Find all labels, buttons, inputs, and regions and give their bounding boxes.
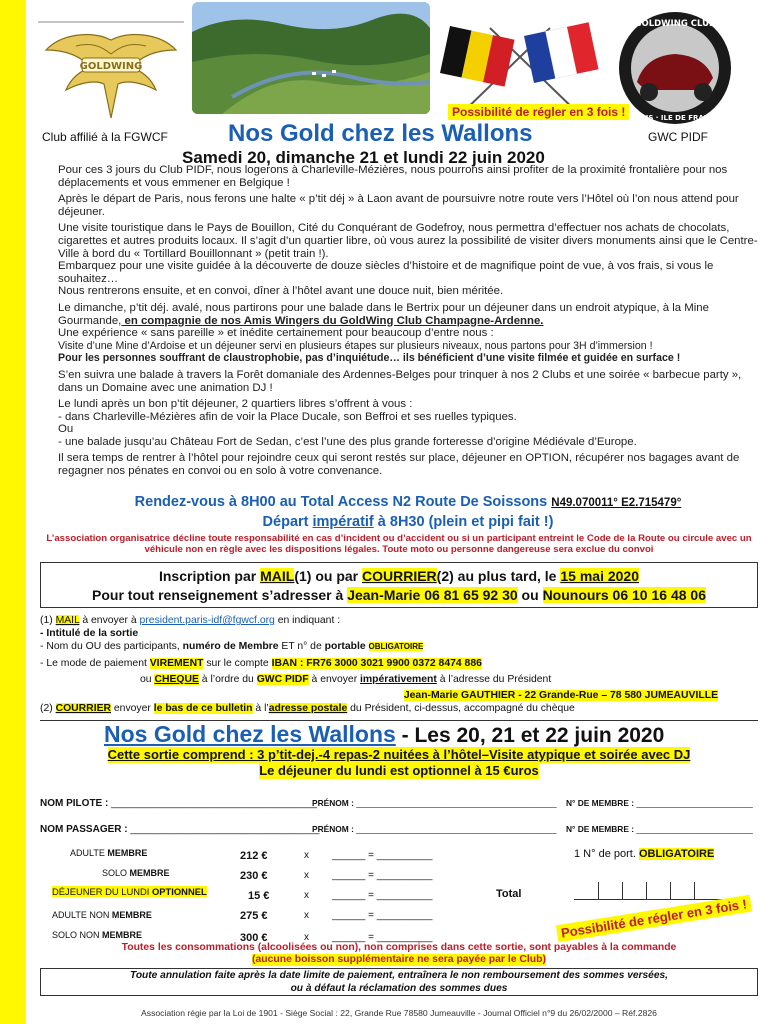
paragraph-monday: Le lundi après un bon p’tit déjeuner, 2 quartiers libres s’offrent à vous : - dans Charleville-Mézières afin de voir la Place Ducale, son Beffroi et ses ruelles typiques. Ou - une balade jusqu’au Château Fort de Sedan, c’est l’une des plus grande forteresse d’origine Médiévale d’Europe. xyxy=(58,398,637,448)
club-name: GWC PIDF xyxy=(648,130,708,144)
pay-in-3-badge-bottom: Possibilité de régler en 3 fois ! xyxy=(556,895,752,942)
pay-in-3-badge-top: Possibilité de régler en 3 fois ! xyxy=(448,104,629,120)
club-affiliation: Club affilié à la FGWCF xyxy=(42,130,168,144)
president-email-link[interactable]: president.paris-idf@fgwcf.org xyxy=(139,615,275,626)
landscape-photo xyxy=(192,2,430,114)
paragraph-departure: Après le départ de Paris, nous ferons une halte « p’tit déj » à Laon avant de poursuivre notre route vers l’Hôtel où l’on nous attend pour déjeuner. xyxy=(58,193,739,218)
included-summary: Cette sortie comprend : 3 p’tit-dej.-4 repas-2 nuitées à l’hôtel–Visite atypique et soirée avec DJ Le déjeuner du lundi est optionnel à 15 €uros xyxy=(107,747,691,778)
form-title: Nos Gold chez les Wallons - Les 20, 21 et 22 juin 2020 xyxy=(104,721,665,747)
svg-text:PARIS · ILE DE FRANCE: PARIS · ILE DE FRANCE xyxy=(630,114,720,122)
page-title: Nos Gold chez les Wallons xyxy=(228,120,533,147)
paragraph-return: Il sera temps de rentrer à l’hôtel pour rejoindre ceux qui seront restés sur place, déjeuner en OPTION, récupérer nos bagages avant de regagner nos pénates en convoi ou en solo à votre convenance. xyxy=(58,452,740,478)
paragraph-intro: Pour ces 3 jours du Club PIDF, nous logerons à Charleville-Mézières, nous pourrons ainsi profiter de la proximité frontalière pour nos déplacements et vous emmener en Belgique ! xyxy=(58,164,728,189)
legal-footer: Association régie par la Loi de 1901 - Siège Social : 22, Grande Rue 78580 Jumeauville - Journal Officiel n°9 du 26/02/2000 – Réf.2826 xyxy=(141,1008,657,1018)
paragraph-sunday: Le dimanche, p’tit déj. avalé, nous partirons pour une balade dans le Bertrix pour un déjeuner dans un endroit atypique, à la Mine Gourmande, en compagnie de nos Amis Wingers du GoldWing Club Champagne-Ardenne. Une expérience « sans pareille » et inédite certainement pour beaucoup d’entre nous : Visite d’une Mine d’Ardoise et un déjeuner servi en plusieurs étapes sur plusieurs niveaux, nous partons pour 3H d’immersion ! Pour les personnes souffrant de claustrophobie, pas d’inquiétude… ils bénéficient d’une visite filmée et guidée en surface ! xyxy=(58,301,709,365)
paragraph-forest: S’en suivra une balade à travers la Forêt domaniale des Ardennes-Belges pour trinquer à nos 2 Clubs et une soirée « barbecue party », dans un Domaine avec une animation DJ ! xyxy=(58,368,742,394)
yellow-side-bar xyxy=(0,0,26,1024)
drinks-notice: Toutes les consommations (alcoolisées ou non), non comprises dans cette sortie, sont payables à la commande (aucune boisson supplémentaire ne sera payée par le Club) xyxy=(121,942,677,965)
cancellation-notice: Toute annulation faite après la date limite de paiement, entraînera le non remboursement des sommes versées, ou à défaut la réclamation des sommes dues xyxy=(40,968,758,996)
svg-text:GOLDWING CLUB: GOLDWING CLUB xyxy=(634,19,716,29)
svg-text:GOLDWING: GOLDWING xyxy=(79,61,143,72)
event-dates: Samedi 20, dimanche 21 et lundi 22 juin 2020 xyxy=(182,148,545,167)
event-description xyxy=(58,164,758,482)
goldwing-eagle-logo xyxy=(36,20,186,120)
meeting-point: Rendez-vous à 8H00 au Total Access N2 Route De Soissons N49.070011° E2.715479° xyxy=(134,494,682,510)
registration-box: Inscription par MAIL(1) ou par COURRIER(2) au plus tard, le 15 mai 2020 Pour tout renseignement s’adresser à Jean-Marie 06 81 65 92 30 ou Nounours 06 10 16 48 06 xyxy=(40,562,758,608)
gps-coordinates: N49.070011° E2.715479° xyxy=(551,497,682,509)
liability-warning: L’association organisatrice décline toute responsabilité en cas d’incident ou d’accident ou si un participant entreint le Code de la Route ou circule avec un véhicule non en règle avec les dispositions légales. Toute moto ou personne dangereuse sera exclue du convoi xyxy=(46,533,752,555)
registration-details: (1) MAIL à envoyer à president.paris-idf@fgwcf.org en indiquant : - Intitulé de la sortie - Nom du OU des participants, numéro de Membre ET n° de portable OBLIGATOIRE - Le mode de paiement VIREMENT sur le compte IBAN : FR76 3000 3021 9900 0372 8474 886 ou CHEQUE à l’ordre du GWC PIDF à envoyer impérativement à l’adresse du Président Jean-Marie GAUTHIER - 22 Grande-Rue – 78 580 JUMEAUVILLE (2) COURRIER envoyer le bas de ce bulletin à l’adresse postale du Président, ci-dessus, accompagné du chèque xyxy=(40,615,718,714)
flyer-page: GOLDWING GOLDWING CLUB PARIS · ILE DE FRANCE Possibilité de régler en 3 fois ! Club affilié à la FGWCF GWC PIDF Nos Gold chez les Wallons Samedi 20, dimanche 21 et lundi 22 juin 2020 Pour ces 3 jours du Club PIDF, nous logerons à Charleville-Mézières, nous pourrons ainsi profiter de la proximité frontalière pour nos déplacements et vous emmener en Belgique ! Après le départ de Paris, nous ferons une halte « p’tit déj » à Laon avant de poursuivre notre route vers l’Hôtel où l’on nous attend pour déjeuner. Une visite touristique dans le Pays de Bouillon, Cité du Conquérant de Godefroy, nous permettra d’effectuer nos achats de chocolats, cigarettes et autres produits locaux. Il s’agit d’un quartier libre, où vous aurez la possibilité de visiter divers monuments ainsi que le Centre-Ville à bord du « Tortillard Bouillonnant » (petit train !). Embarquez pour une visite guidée à la découverte de douze siècles d’histoire et de magnifique point de vue, à vos frais, si vous le souhaitez… Nous rentrerons ensuite, et en convoi, dîner à l’hôtel avant une douce nuit, bien méritée. Le dimanche, p’tit déj. avalé, nous partirons pour une balade dans le Bertrix pour un déjeuner dans un endroit atypique, à la Mine Gourmande, en compagnie de nos Amis Wingers du GoldWing Club Champagne-Ardenne. Une expérience « sans pareille » et inédite certainement pour beaucoup d’entre nous : Visite d’une Mine d’Ardoise et un déjeuner servi en plusieurs étapes sur plusieurs niveaux, nous partons pour 3H d’immersion ! Pour les personnes souffrant de claustrophobie, pas d’inquiétude… ils bénéficient d’une visite filmée et guidée en surface ! S’en suivra une balade à travers la Forêt domaniale des Ardennes-Belges pour trinquer à nos 2 Clubs et une soirée « barbecue party », dans un Domaine avec une animation DJ ! Le lundi après un bon p’tit déjeuner, 2 quartiers libres s’offrent à vous : - dans Charleville-Mézières afin de voir la Place Ducale, son Beffroi et ses ruelles typiques. Ou - une balade jusqu’au Château Fort de Sedan, c’est l’une des plus grande forteresse d’origine Médiévale d’Europe. Il sera temps de rentrer à l’hôtel pour rejoindre ceux qui seront restés sur place, déjeuner en OPTION, récupérer nos bagages avant de regagner nos pénates en convoi ou en solo à votre convenance. Rendez-vous à 8H00 au Total Access N2 Route De Soissons N49.070011° E2.715479° Départ impératif à 8H30 (plein et pipi fait !) L’association organisatrice décline toute responsabilité en cas d’incident ou d’accident ou si un participant entreint le Code de la Route ou circule avec un véhicule non en règle avec les dispositions légales. Toute moto ou personne dangereuse sera exclue du convoi Inscription par MAIL(1) ou par COURRIER(2) au plus tard, le 15 mai 2020 Pour tout renseignement s’adresser à Jean-Marie 06 81 65 92 30 ou Nounours 06 10 16 48 06 (1) MAIL à envoyer à president.paris-idf@fgwcf.org en indiquant : - Intitulé de la sortie - Nom du OU des participants, numéro de Membre ET n° de portable OBLIGATOIRE - Le mode de paiement VIREMENT sur le compte IBAN : FR76 3000 3021 9900 0372 8474 886 ou CHEQUE à l’ordre du GWC PIDF à envoyer impérativement à l’adresse du Président Jean-Marie GAUTHIER - 22 Grande-Rue – 78 580 JUMEAUVILLE (2) COURRIER envoyer le bas de ce bulletin à l’adresse postale du Président, ci-dessus, accompagné du chèque Nos Gold chez les Wallons - Les 20, 21 et 22 juin 2020 Cette sortie comprend : 3 p’tit-dej.-4 repas-2 nuitées à l’hôtel–Visite atypique et soirée avec DJ Le déjeuner du lundi est optionnel à 15 €uros NOM PILOTE : _____________________________________ PRÉNOM : ___________________________________________ N° DE MEMBRE : _________________________ NOM PASSAGER : __________________________________ PRÉNOM : ___________________________________________ N° DE MEMBRE : _________________________ ADULTE MEMBRE 212 € x ______ = __________ 1 N° de port. OBLIGATOIRE SOLO MEMBRE 230 € x ______ = __________ DÉJEUNER DU LUNDI OPTIONNEL 15 € x ______ = __________ Total ADULTE NON MEMBRE 275 € x ______ = __________ SOLO NON MEMBRE 300 € x ______ = __________ Possibilité de régler en 3 fois ! Toutes les consommations (alcoolisées ou non), non comprises dans cette sortie, sont payables à la commande (aucune boisson supplémentaire ne sera payée par le Club) Toute annulation faite après la date limite de paiement, entraînera le non remboursement des sommes versées, ou à défaut la réclamation des sommes dues Association régie par la Loi de 1901 - Siège Social : 22, Grande Rue 78580 Jumeauville - Journal Officiel n°9 du 26/02/2000 – Réf.2826 xyxy=(0,0,770,1024)
departure-time: Départ impératif à 8H30 (plein et pipi fait !) xyxy=(262,514,554,530)
paragraph-bouillon: Une visite touristique dans le Pays de Bouillon, Cité du Conquérant de Godefroy, nous permettra d’effectuer nos achats de chocolats, cigarettes et autres produits locaux. Il s’agit d’un quartier libre, où vous aurez la possibilité de visiter divers monuments ainsi que le Centre-Ville à bord du « Tortillard Bouillonnant » (petit train !). Embarquez pour une visite guidée à la découverte de douze siècles d’histoire et de magnifique point de vue, à vos frais, si vous le souhaitez… Nous rentrerons ensuite, et en convoi, dîner à l’hôtel avant une douce nuit, bien méritée. xyxy=(58,222,758,298)
total-field[interactable] xyxy=(574,882,734,900)
